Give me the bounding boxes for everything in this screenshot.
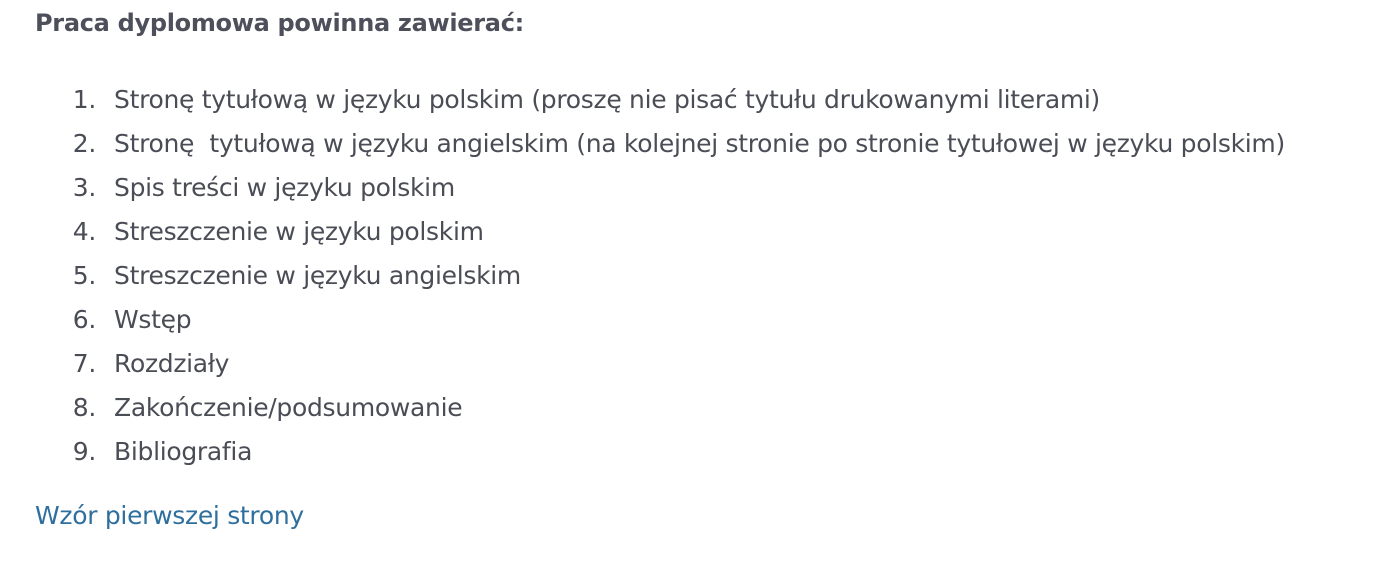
list-item-text: Zakończenie/podsumowanie bbox=[114, 393, 463, 422]
list-item-text: Streszczenie w języku angielskim bbox=[114, 261, 521, 290]
list-item-text: Rozdziały bbox=[114, 349, 230, 378]
list-item-number: 4. bbox=[72, 217, 96, 246]
list-item-text: Streszczenie w języku polskim bbox=[114, 217, 484, 246]
first-page-template-link[interactable]: Wzór pierwszej strony bbox=[35, 501, 304, 530]
list-item-text: Wstęp bbox=[114, 305, 192, 334]
list-item-number: 8. bbox=[72, 393, 96, 422]
list-item-number: 6. bbox=[72, 305, 96, 334]
section-heading: Praca dyplomowa powinna zawierać: bbox=[35, 9, 524, 37]
list-item-text: Bibliografia bbox=[114, 437, 253, 466]
list-item-text: Spis treści w języku polskim bbox=[114, 173, 455, 202]
list-item-number: 5. bbox=[72, 261, 96, 290]
list-item-number: 1. bbox=[72, 85, 96, 114]
list-item-number: 9. bbox=[72, 437, 96, 466]
list-item-text: Stronę tytułową w języku polskim (proszę nie pisać tytułu drukowanymi literami) bbox=[114, 85, 1101, 114]
list-item-number: 7. bbox=[72, 349, 96, 378]
list-item-text: Stronę tytułową w języku angielskim (na kolejnej stronie po stronie tytułowej w języku polskim) bbox=[114, 129, 1285, 158]
list-item-number: 2. bbox=[72, 129, 96, 158]
list-item-number: 3. bbox=[72, 173, 96, 202]
